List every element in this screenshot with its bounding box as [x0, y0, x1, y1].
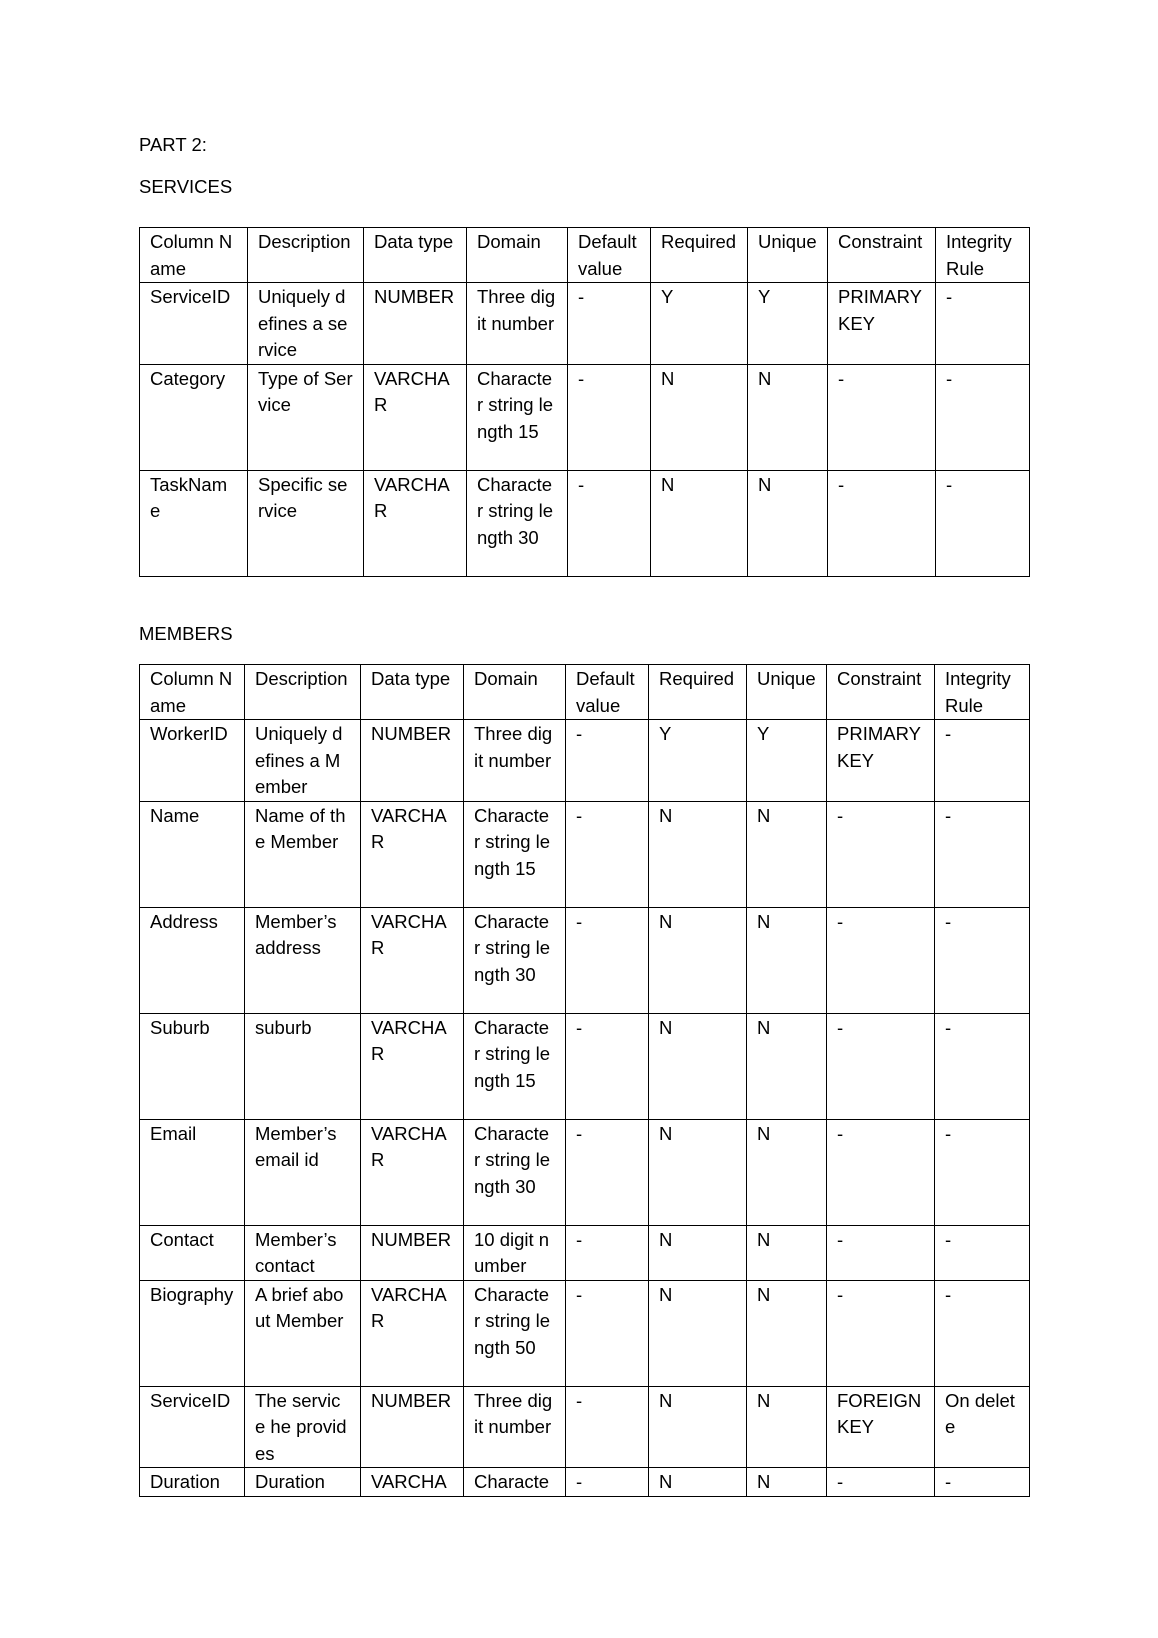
column-header: Required: [649, 665, 747, 720]
table-cell: Character string length 15: [464, 1013, 566, 1119]
table-row: [140, 720, 1030, 802]
table-cell: suburb: [245, 1013, 361, 1119]
table-cell: -: [566, 720, 649, 802]
table-cell: TaskName: [140, 470, 248, 576]
table-cell: Characte: [464, 1468, 566, 1497]
table-cell: WorkerID: [140, 720, 245, 802]
table-cell: -: [568, 283, 651, 365]
table-cell: VARCHAR: [364, 470, 467, 576]
table-cell: Member’s contact: [245, 1225, 361, 1280]
table-cell: Duration: [140, 1468, 245, 1497]
table-row: [140, 1119, 1030, 1225]
table-cell: Three digit number: [467, 283, 568, 365]
members-title: MEMBERS: [139, 623, 233, 644]
table-cell: VARCHAR: [364, 364, 467, 470]
table-cell: -: [827, 1013, 935, 1119]
table-cell: -: [936, 470, 1030, 576]
table-cell: Y: [748, 283, 828, 365]
table-row: [140, 283, 1030, 365]
table-cell: Character string length 15: [464, 801, 566, 907]
table-cell: Member’s email id: [245, 1119, 361, 1225]
table-cell: N: [747, 1280, 827, 1386]
table-cell: -: [827, 1468, 935, 1497]
table-cell: NUMBER: [361, 720, 464, 802]
table-cell: A brief about Member: [245, 1280, 361, 1386]
table-cell: -: [935, 720, 1030, 802]
table-row: [140, 907, 1030, 1013]
table-cell: -: [568, 470, 651, 576]
column-header: Unique: [747, 665, 827, 720]
table-cell: -: [827, 1225, 935, 1280]
column-header: Domain: [464, 665, 566, 720]
services-table: [139, 227, 1030, 577]
table-cell: 10 digit number: [464, 1225, 566, 1280]
table-cell: Character string length 15: [467, 364, 568, 470]
table-cell: Uniquely defines a Member: [245, 720, 361, 802]
table-cell: Uniquely defines a service: [248, 283, 364, 365]
table-cell: -: [828, 364, 936, 470]
table-cell: N: [649, 801, 747, 907]
column-header: Column Name: [140, 665, 245, 720]
table-cell: The service he provides: [245, 1386, 361, 1468]
column-header: Column Name: [140, 228, 248, 283]
table-cell: Three digit number: [464, 1386, 566, 1468]
column-header: Required: [651, 228, 748, 283]
table-cell: Character string length 30: [464, 1119, 566, 1225]
members-table: [139, 664, 1030, 1497]
table-cell: N: [649, 1468, 747, 1497]
table-cell: -: [566, 1468, 649, 1497]
table-cell: FOREIGN KEY: [827, 1386, 935, 1468]
table-cell: ServiceID: [140, 283, 248, 365]
table-cell: -: [566, 1280, 649, 1386]
table-cell: NUMBER: [364, 283, 467, 365]
table-cell: Name: [140, 801, 245, 907]
table-cell: N: [747, 1386, 827, 1468]
table-cell: Member’s address: [245, 907, 361, 1013]
column-header: Domain: [467, 228, 568, 283]
table-cell: VARCHAR: [361, 907, 464, 1013]
table-cell: Character string length 50: [464, 1280, 566, 1386]
column-header: Unique: [748, 228, 828, 283]
table-cell: -: [935, 1225, 1030, 1280]
table-cell: Biography: [140, 1280, 245, 1386]
table-cell: N: [747, 801, 827, 907]
table-cell: -: [827, 801, 935, 907]
table-cell: N: [747, 1119, 827, 1225]
table-cell: -: [568, 364, 651, 470]
table-cell: -: [935, 1013, 1030, 1119]
table-cell: N: [649, 1225, 747, 1280]
header-row: [140, 228, 1030, 283]
table-cell: N: [649, 907, 747, 1013]
table-cell: Y: [747, 720, 827, 802]
table-cell: Specific service: [248, 470, 364, 576]
table-cell: -: [827, 907, 935, 1013]
table-cell: Character string length 30: [464, 907, 566, 1013]
column-header: Default value: [566, 665, 649, 720]
table-cell: Name of the Member: [245, 801, 361, 907]
table-cell: N: [651, 364, 748, 470]
table-cell: Y: [651, 283, 748, 365]
table-cell: Address: [140, 907, 245, 1013]
table-cell: N: [747, 1225, 827, 1280]
table-row: [140, 1280, 1030, 1386]
column-header: Integrity Rule: [936, 228, 1030, 283]
table-cell: N: [649, 1119, 747, 1225]
table-cell: N: [649, 1013, 747, 1119]
table-row: [140, 364, 1030, 470]
table-cell: Suburb: [140, 1013, 245, 1119]
services-title: SERVICES: [139, 176, 233, 197]
table-row: [140, 801, 1030, 907]
table-cell: N: [747, 1013, 827, 1119]
table-cell: VARCHAR: [361, 1013, 464, 1119]
table-cell: -: [566, 1119, 649, 1225]
table-cell: -: [935, 907, 1030, 1013]
table-cell: -: [936, 283, 1030, 365]
table-cell: N: [748, 364, 828, 470]
column-header: Data type: [364, 228, 467, 283]
table-cell: Y: [649, 720, 747, 802]
table-cell: -: [566, 801, 649, 907]
table-cell: -: [827, 1119, 935, 1225]
table-cell: Type of Service: [248, 364, 364, 470]
table-cell: -: [566, 907, 649, 1013]
table-cell: NUMBER: [361, 1225, 464, 1280]
table-row: [140, 1468, 1030, 1497]
table-cell: VARCHA: [361, 1468, 464, 1497]
table-cell: -: [935, 1280, 1030, 1386]
table-cell: -: [827, 1280, 935, 1386]
header-row: [140, 665, 1030, 720]
table-cell: On delete: [935, 1386, 1030, 1468]
column-header: Description: [248, 228, 364, 283]
column-header: Constraint: [828, 228, 936, 283]
table-cell: VARCHAR: [361, 1280, 464, 1386]
table-cell: Three digit number: [464, 720, 566, 802]
column-header: Data type: [361, 665, 464, 720]
table-cell: -: [935, 1468, 1030, 1497]
column-header: Description: [245, 665, 361, 720]
table-cell: -: [566, 1013, 649, 1119]
table-cell: ServiceID: [140, 1386, 245, 1468]
table-cell: -: [566, 1386, 649, 1468]
table-row: [140, 470, 1030, 576]
table-row: [140, 1225, 1030, 1280]
table-cell: VARCHAR: [361, 1119, 464, 1225]
table-cell: -: [935, 1119, 1030, 1225]
column-header: Constraint: [827, 665, 935, 720]
column-header: Integrity Rule: [935, 665, 1030, 720]
table-cell: N: [747, 1468, 827, 1497]
table-cell: -: [566, 1225, 649, 1280]
table-cell: N: [649, 1280, 747, 1386]
table-cell: PRIMARY KEY: [828, 283, 936, 365]
table-cell: N: [747, 907, 827, 1013]
table-cell: Contact: [140, 1225, 245, 1280]
table-row: [140, 1386, 1030, 1468]
column-header: Default value: [568, 228, 651, 283]
table-cell: VARCHAR: [361, 801, 464, 907]
table-cell: -: [936, 364, 1030, 470]
table-cell: Duration: [245, 1468, 361, 1497]
table-cell: PRIMARY KEY: [827, 720, 935, 802]
table-cell: Category: [140, 364, 248, 470]
table-cell: N: [651, 470, 748, 576]
table-cell: N: [748, 470, 828, 576]
part-label: PART 2:: [139, 134, 207, 155]
table-cell: -: [935, 801, 1030, 907]
table-cell: -: [828, 470, 936, 576]
table-row: [140, 1013, 1030, 1119]
table-cell: NUMBER: [361, 1386, 464, 1468]
table-cell: Email: [140, 1119, 245, 1225]
table-cell: N: [649, 1386, 747, 1468]
table-cell: Character string length 30: [467, 470, 568, 576]
